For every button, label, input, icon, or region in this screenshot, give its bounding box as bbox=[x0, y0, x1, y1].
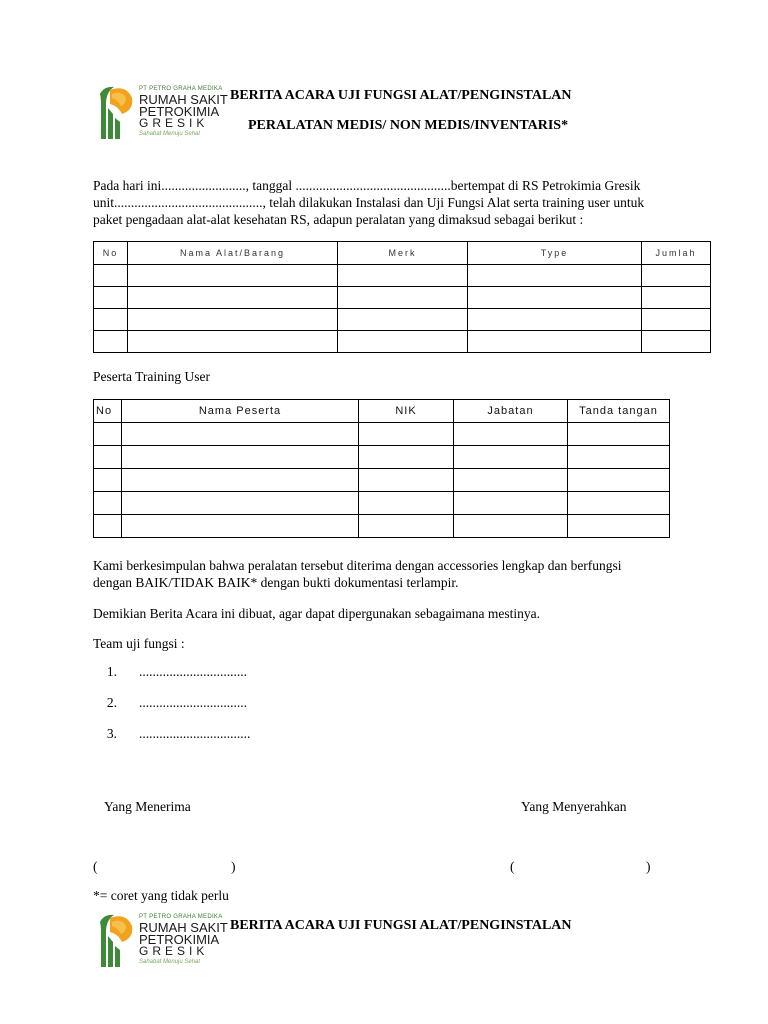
logo-tagline: Sahabat Menuju Sehat bbox=[139, 959, 201, 965]
list-item bbox=[93, 695, 250, 726]
training-label: Peserta Training User bbox=[93, 369, 210, 384]
logo-line-1: RUMAH SAKIT bbox=[139, 920, 228, 935]
team-blank: ................................ bbox=[139, 695, 247, 710]
col-header-name: Nama Alat/Barang bbox=[128, 242, 338, 265]
logo-tagline: Sahabat Menuju Sehat bbox=[139, 131, 201, 137]
intro-paragraph bbox=[93, 177, 693, 228]
document-subtitle: PERALATAN MEDIS/ NON MEDIS/INVENTARIS* bbox=[248, 118, 569, 133]
table-row bbox=[94, 469, 670, 492]
team-number: 1. bbox=[106, 664, 117, 679]
logo-line-3: GRESIK bbox=[139, 116, 209, 130]
giver-sign-open: ( bbox=[510, 859, 515, 874]
col-header-merk: Merk bbox=[338, 242, 468, 265]
hospital-logo-icon bbox=[96, 84, 138, 144]
receiver-sign-close: ) bbox=[231, 859, 236, 874]
hospital-logo bbox=[96, 84, 231, 144]
col-header-no: No bbox=[94, 242, 128, 265]
team-blank: ................................. bbox=[139, 726, 251, 741]
list-item bbox=[93, 726, 250, 757]
team-blank: ................................ bbox=[139, 664, 247, 679]
next-page-title: BERITA ACARA UJI FUNGSI ALAT/PENGINSTALAN bbox=[230, 918, 572, 933]
col-header-nik: NIK bbox=[359, 400, 454, 423]
intro-line-2: unit............................................, telah dilakukan Instalasi dan Uji Fungsi Alat serta training user untuk bbox=[93, 195, 645, 210]
team-number: 2. bbox=[106, 695, 117, 710]
logo-line-2: PETROKIMIA bbox=[139, 932, 220, 947]
document-title: BERITA ACARA UJI FUNGSI ALAT/PENGINSTALAN bbox=[230, 88, 572, 103]
col-header-jumlah: Jumlah bbox=[642, 242, 711, 265]
giver-sign-close: ) bbox=[646, 859, 651, 874]
receiver-sign-open: ( bbox=[93, 859, 98, 874]
conclusion-line-2: dengan BAIK/TIDAK BAIK* dengan bukti dokumentasi terlampir. bbox=[93, 575, 459, 590]
list-item bbox=[93, 664, 250, 695]
closing-statement: Demikian Berita Acara ini dibuat, agar dapat dipergunakan sebagaimana mestinya. bbox=[93, 606, 540, 621]
col-header-type: Type bbox=[468, 242, 642, 265]
col-header-no: No bbox=[94, 400, 122, 423]
hospital-logo bbox=[96, 912, 231, 972]
logo-line-3: GRESIK bbox=[139, 944, 209, 958]
logo-company-small: PT PETRO GRAHA MEDIKA bbox=[139, 914, 223, 920]
table-row bbox=[94, 287, 711, 309]
col-header-jabatan: Jabatan bbox=[454, 400, 568, 423]
footnote: *= coret yang tidak perlu bbox=[93, 888, 229, 903]
table-row bbox=[94, 309, 711, 331]
col-header-tanda-tangan: Tanda tangan bbox=[568, 400, 670, 423]
equipment-table-header bbox=[94, 242, 711, 265]
table-row bbox=[94, 423, 670, 446]
team-list bbox=[93, 664, 250, 757]
equipment-table bbox=[93, 241, 711, 353]
training-table-header bbox=[94, 400, 670, 423]
conclusion-paragraph bbox=[93, 557, 693, 591]
team-number: 3. bbox=[106, 726, 117, 741]
logo-line-2: PETROKIMIA bbox=[139, 104, 220, 119]
hospital-logo-icon bbox=[96, 912, 138, 972]
receiver-label: Yang Menerima bbox=[104, 799, 191, 814]
intro-line-1: Pada hari ini........................., tanggal ..............................................bertempat di RS Petrokimia Gresik bbox=[93, 178, 641, 193]
table-row bbox=[94, 331, 711, 353]
team-label: Team uji fungsi : bbox=[93, 636, 185, 651]
table-row bbox=[94, 446, 670, 469]
logo-company-small: PT PETRO GRAHA MEDIKA bbox=[139, 86, 223, 92]
col-header-nama-peserta: Nama Peserta bbox=[122, 400, 359, 423]
table-row bbox=[94, 492, 670, 515]
giver-label: Yang Menyerahkan bbox=[521, 799, 627, 814]
training-table bbox=[93, 399, 670, 538]
intro-line-3: paket pengadaan alat-alat kesehatan RS, adapun peralatan yang dimaksud sebagai berikut : bbox=[93, 212, 584, 227]
table-row bbox=[94, 265, 711, 287]
conclusion-line-1: Kami berkesimpulan bahwa peralatan tersebut diterima dengan accessories lengkap dan berfungsi bbox=[93, 558, 622, 573]
logo-line-1: RUMAH SAKIT bbox=[139, 92, 228, 107]
table-row bbox=[94, 515, 670, 538]
